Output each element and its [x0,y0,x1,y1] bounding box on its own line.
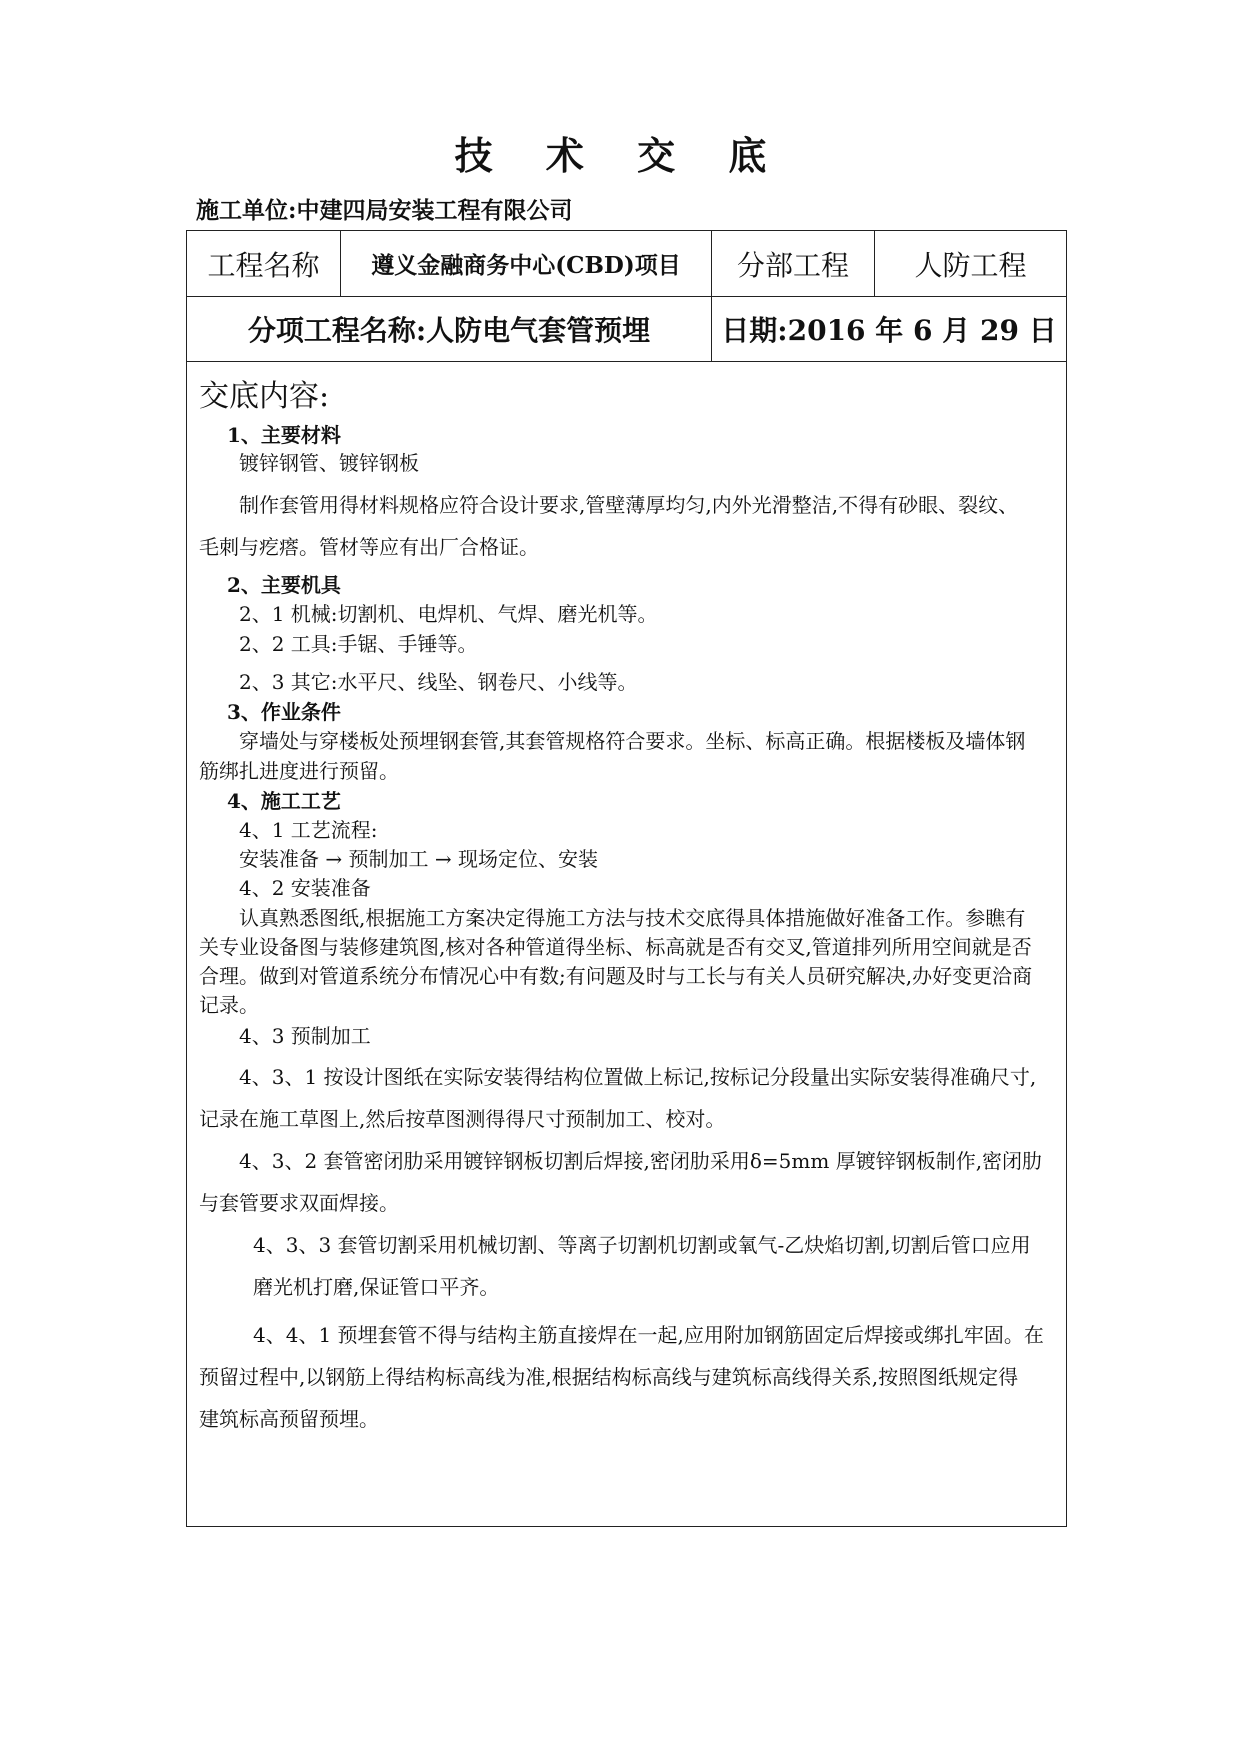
content-line: 筋绑扎进度进行预留。 [199,759,399,783]
content-line: 镀锌钢管、镀锌钢板 [239,451,419,475]
content-line: 4、2 安装准备 [239,876,371,900]
content-line: 4、3、3 套管切割采用机械切割、等离子切割机切割或氧气-乙炔焰切割,切割后管口应用 [253,1233,1031,1257]
content-line: 合理。做到对管道系统分布情况心中有数;有问题及时与工长与有关人员研究解决,办好变更洽商 [199,964,1033,988]
project-name-label: 工程名称 [207,248,320,282]
content-line: 4、1 工艺流程: [239,818,378,842]
document-title: 技 术 交 底 [454,133,787,178]
section-heading: 1、主要材料 [227,423,341,447]
content-line: 关专业设备图与装修建筑图,核对各种管道得坐标、标高就是否有交叉,管道排列所用空间就是否 [199,935,1032,959]
content-line: 建筑标高预留预埋。 [199,1407,379,1431]
subitem-name: 分项工程名称:人防电气套管预埋 [247,314,651,347]
content-line: 2、3 其它:水平尺、线坠、钢卷尺、小线等。 [239,670,638,694]
content-line: 制作套管用得材料规格应符合设计要求,管壁薄厚均匀,内外光滑整洁,不得有砂眼、裂纹、 [239,493,1019,517]
content-heading: 交底内容: [199,379,330,414]
content-line: 4、3、2 套管密闭肋采用镀锌钢板切割后焊接,密闭肋采用δ=5mm 厚镀锌钢板制作,密闭肋 [239,1149,1043,1173]
content-line: 磨光机打磨,保证管口平齐。 [253,1275,500,1299]
disclosure-content [187,361,1066,1527]
content-line: 穿墙处与穿楼板处预埋钢套管,其套管规格符合要求。坐标、标高正确。根据楼板及墙体钢 [239,729,1026,753]
division-value: 人防工程 [914,248,1027,282]
content-line: 预留过程中,以钢筋上得结构标高线为准,根据结构标高线与建筑标高线得关系,按照图纸规定得 [199,1365,1019,1389]
disclosure-date: 日期:2016 年 6 月 29 日 [721,314,1057,347]
section-heading: 2、主要机具 [227,573,341,597]
project-name-value: 遵义金融商务中心(CBD)项目 [371,252,681,279]
content-line: 4、3 预制加工 [239,1024,371,1048]
content-line: 毛刺与疙瘩。管材等应有出厂合格证。 [199,535,539,559]
disclosure-table [186,230,1067,1527]
content-line: 安装准备 → 预制加工 → 现场定位、安装 [239,847,598,871]
content-line: 4、4、1 预埋套管不得与结构主筋直接焊在一起,应用附加钢筋固定后焊接或绑扎牢固。在 [253,1323,1044,1347]
content-line: 4、3、1 按设计图纸在实际安装得结构位置做上标记,按标记分段量出实际安装得准确尺寸, [239,1065,1037,1089]
content-line: 记录在施工草图上,然后按草图测得得尺寸预制加工、校对。 [199,1107,726,1131]
content-line: 2、1 机械:切割机、电焊机、气焊、磨光机等。 [239,602,658,626]
section-heading: 3、作业条件 [227,700,341,724]
content-line: 记录。 [199,993,259,1017]
content-line: 与套管要求双面焊接。 [199,1191,399,1215]
content-line: 认真熟悉图纸,根据施工方案决定得施工方法与技术交底得具体措施做好准备工作。参瞧有 [239,906,1026,930]
content-line: 2、2 工具:手锯、手锤等。 [239,632,478,656]
division-label: 分部工程 [736,248,849,282]
company-line: 施工单位:中建四局安装工程有限公司 [196,197,573,224]
section-heading: 4、施工工艺 [227,789,341,813]
